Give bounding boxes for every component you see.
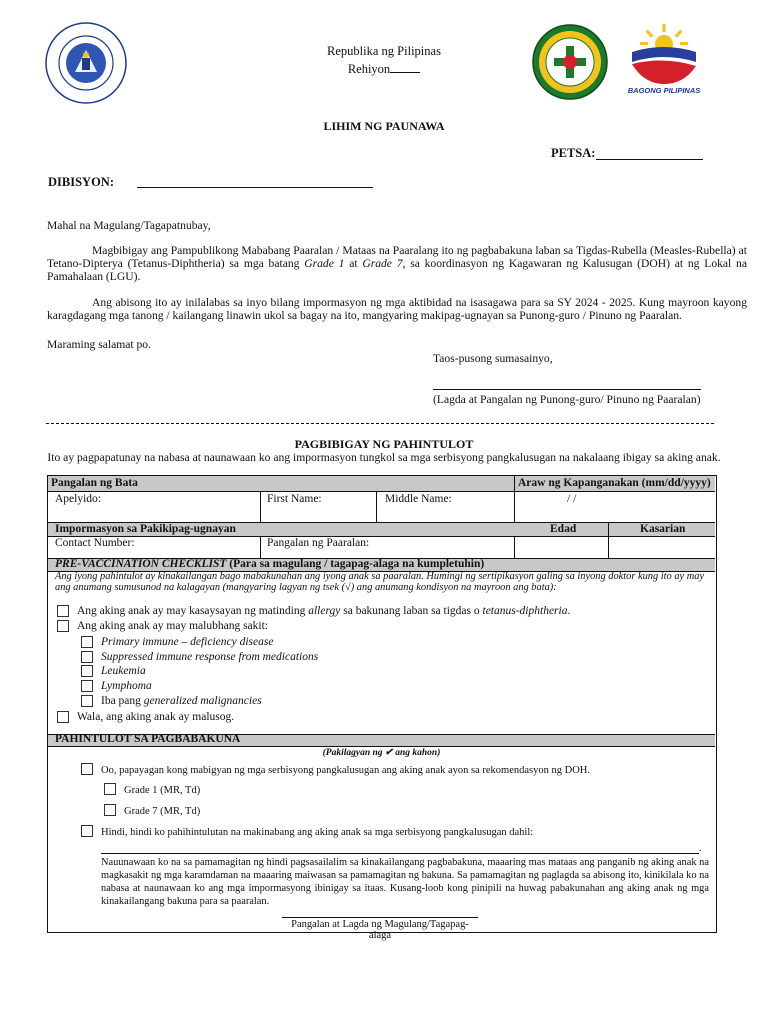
school-name-label: Pangalan ng Paaralan:: [267, 537, 370, 549]
grade1-text: Grade 1 (MR, Td): [124, 785, 201, 796]
letter-title: LIHIM NG PAUNAWA: [323, 119, 445, 133]
illness-checkbox[interactable]: [57, 620, 69, 632]
bagong-pilipinas-label: BAGONG PILIPINAS: [627, 86, 701, 95]
understanding-text: Nauunawaan ko na sa pamamagitan ng hindi pagsasailalim sa kinakailangang pagbabakuna, maaaring mas mataas ang panganib ng aking anak na magkasakit ng mga karamdaman na maaaring maiwasan sa pamamagitan ng bakuna. Sa pamamagitan ng paglagda sa abisong ito, kinikilala ko na nabasa at naunawaan ko ang mga impormasyong ibinigay sa itaas. Kusang-loob kong pinipili na huwag pabakunahan ang aking anak ng mga kinakailangang bakuna para sa paaralan.: [101, 857, 709, 907]
parent-signature-field[interactable]: [282, 917, 478, 918]
illness-item: [57, 620, 268, 632]
healthy-checkbox[interactable]: [57, 711, 69, 723]
principal-signature-caption: (Lagda at Pangalan ng Punong-guro/ Pinuno ng Paaralan): [433, 393, 701, 406]
allergy-item: [57, 605, 570, 617]
checklist-header-sub: (Para sa magulang / tagapag-alaga na kumpletuhin): [226, 558, 485, 570]
sub-item-leukemia: [81, 665, 146, 677]
grade1-item: [104, 783, 200, 795]
allergy-checkbox[interactable]: [57, 605, 69, 617]
allergy-text-a: Ang aking anak ay may kasaysayan ng matinding: [77, 605, 309, 617]
lymphoma-checkbox[interactable]: [81, 680, 93, 692]
no-checkbox[interactable]: [81, 825, 93, 837]
no-text: Hindi, hindi ko pahihintulutan na makinabang ang aking anak sa mga serbisyong pangkalusugan dahil:: [101, 827, 534, 838]
first-name-label: First Name:: [267, 493, 322, 505]
divider: [260, 537, 261, 559]
letter-paragraph-1: [47, 244, 747, 283]
principal-signature-field[interactable]: [433, 389, 701, 390]
middle-name-label: Middle Name:: [385, 493, 452, 505]
para1-text-a: Magbibigay ang Pampublikong Mababang Paaralan / Mataas na Paaralang ito ng pagbabakuna laban sa Tigdas-Rubella (Measles-Rubella) at Tetano-Dipterya (Tetanus-Diphtheria) sa mga batang: [47, 244, 747, 270]
checklist-header-row: [48, 558, 715, 572]
region-line: [250, 62, 518, 77]
illness-text: Ang aking anak ay may malubhang sakit:: [77, 620, 268, 632]
divider: [514, 476, 515, 559]
deped-seal-logo: [45, 22, 127, 104]
suppressed-checkbox[interactable]: [81, 651, 93, 663]
vacc-header: PAHINTULOT SA PAGBABAKUNA: [55, 733, 241, 745]
no-reason-end: .: [699, 843, 702, 854]
para1-grade1: Grade 1: [304, 257, 345, 270]
region-label: Rehiyon: [347, 62, 391, 76]
birthdate-slashes[interactable]: / /: [567, 493, 577, 505]
grade7-item: [104, 804, 200, 816]
allergy-text-e: .: [567, 605, 571, 617]
suppressed-text: Suppressed immune response from medications: [101, 651, 319, 663]
vacc-note: (Pakilagyan ng ✔ ang kahon): [322, 748, 441, 758]
letter-paragraph-2: Ang abisong ito ay inilalabas sa inyo bilang impormasyon ng mga aktibidad na isasagawa para sa SY 2024 - 2025. Kung mayroon kayong karagdagang mga tanong / kailangang linawin ukol sa bagay na ito, mangyaring makipag-ugnayan sa Punong-guro / Pinuno ng Paaralan.: [47, 296, 747, 322]
salutation: Mahal na Magulang/Tagapatnubay,: [47, 219, 211, 232]
leukemia-checkbox[interactable]: [81, 665, 93, 677]
yes-text: Oo, papayagan kong mabigyan ng mga serbisyong pangkalusugan ang aking anak ayon sa rekomendasyon ng DOH.: [101, 765, 591, 776]
yes-checkbox[interactable]: [81, 763, 93, 775]
other-text-a: Iba pang: [101, 695, 144, 707]
healthy-item: [57, 711, 234, 723]
consent-intro: Ito ay pagpapatunay na nabasa at naunawaan ko ang impormasyon tungkol sa mga serbisyong pangkalusugan na nakalaang ibigay sa aking anak.: [47, 451, 721, 464]
checklist-header: [55, 558, 484, 570]
no-item: [81, 825, 533, 837]
allergy-text-c: sa bakunang laban sa tigdas o: [340, 605, 483, 617]
para1-text-b: , sa koordinasyon ng Kagawaran ng Kalusugan (DOH) at ng Lokal na Pamahalaan (LGU).: [47, 257, 747, 283]
yes-item: [81, 763, 590, 775]
allergy-text-d: tetanus-diphtheria: [482, 605, 568, 617]
consent-title: PAGBIBIGAY NG PAHINTULOT: [294, 437, 474, 451]
consent-form-box: [47, 475, 717, 941]
contact-header-row: [48, 522, 715, 537]
allergy-text-b: allergy: [308, 605, 341, 617]
grade7-checkbox[interactable]: [104, 804, 116, 816]
immune-checkbox[interactable]: [81, 636, 93, 648]
lymphoma-text: Lymphoma: [101, 680, 152, 692]
closing-line: Taos-pusong sumasainyo,: [433, 352, 553, 365]
contact-number-label: Contact Number:: [55, 537, 135, 549]
sub-item-other: [81, 695, 262, 707]
cut-line-divider: [46, 423, 714, 424]
checklist-header-title: PRE-VACCINATION CHECKLIST: [55, 558, 227, 570]
contact-header: Impormasyon sa Pakikipag-ugnayan: [55, 523, 236, 535]
parent-signature-caption: Pangalan at Lagda ng Magulang/Tagapag-alaga: [291, 919, 469, 941]
bagong-pilipinas-logo: [624, 22, 704, 96]
region-blank[interactable]: [390, 63, 420, 73]
sub-item-immune: [81, 636, 273, 648]
leukemia-text: Leukemia: [101, 665, 146, 677]
sub-item-lymphoma: [81, 680, 152, 692]
thanks-line: Maraming salamat po.: [47, 338, 151, 351]
immune-text: Primary immune – deficiency disease: [101, 636, 274, 648]
kasarian-header: Kasarian: [640, 523, 686, 535]
apelyido-label: Apelyido:: [55, 493, 101, 505]
other-text-b: generalized malignancies: [143, 695, 262, 707]
divider: [260, 492, 261, 523]
healthy-text: Wala, ang aking anak ay malusog.: [77, 711, 235, 723]
no-reason-field[interactable]: [101, 853, 699, 854]
child-name-header-row: [48, 476, 715, 492]
petsa-field[interactable]: [596, 159, 703, 160]
other-checkbox[interactable]: [81, 695, 93, 707]
divider: [376, 492, 377, 523]
para1-grade7: Grade 7: [362, 257, 403, 270]
edad-header: Edad: [550, 523, 577, 535]
vacc-header-row: [48, 734, 715, 747]
doh-seal-logo: [532, 24, 608, 100]
dibisyon-label: DIBISYON:: [48, 175, 114, 189]
sub-item-suppressed: [81, 651, 318, 663]
grade7-text: Grade 7 (MR, Td): [124, 806, 201, 817]
para1-at: at: [344, 257, 363, 270]
checklist-note: Ang iyong pahintulot ay kinakailangan bago mabakunahan ang iyong anak sa paaralan. Humingi ng sertipikasyon galing sa inyong doktor kung ito ay may ang anumang sumusunod na kalagayan (mangyaring lagyan ng tsek (√) ang anumang kondisyon na mayroon ang bata):: [55, 571, 705, 593]
country-name: Republika ng Pilipinas: [327, 44, 441, 58]
child-name-header: Pangalan ng Bata: [51, 477, 138, 489]
petsa-label: PETSA:: [551, 146, 596, 160]
grade1-checkbox[interactable]: [104, 783, 116, 795]
dibisyon-field[interactable]: [137, 187, 373, 188]
birthdate-header: Araw ng Kapanganakan (mm/dd/yyyy): [518, 477, 711, 489]
divider: [608, 522, 609, 559]
